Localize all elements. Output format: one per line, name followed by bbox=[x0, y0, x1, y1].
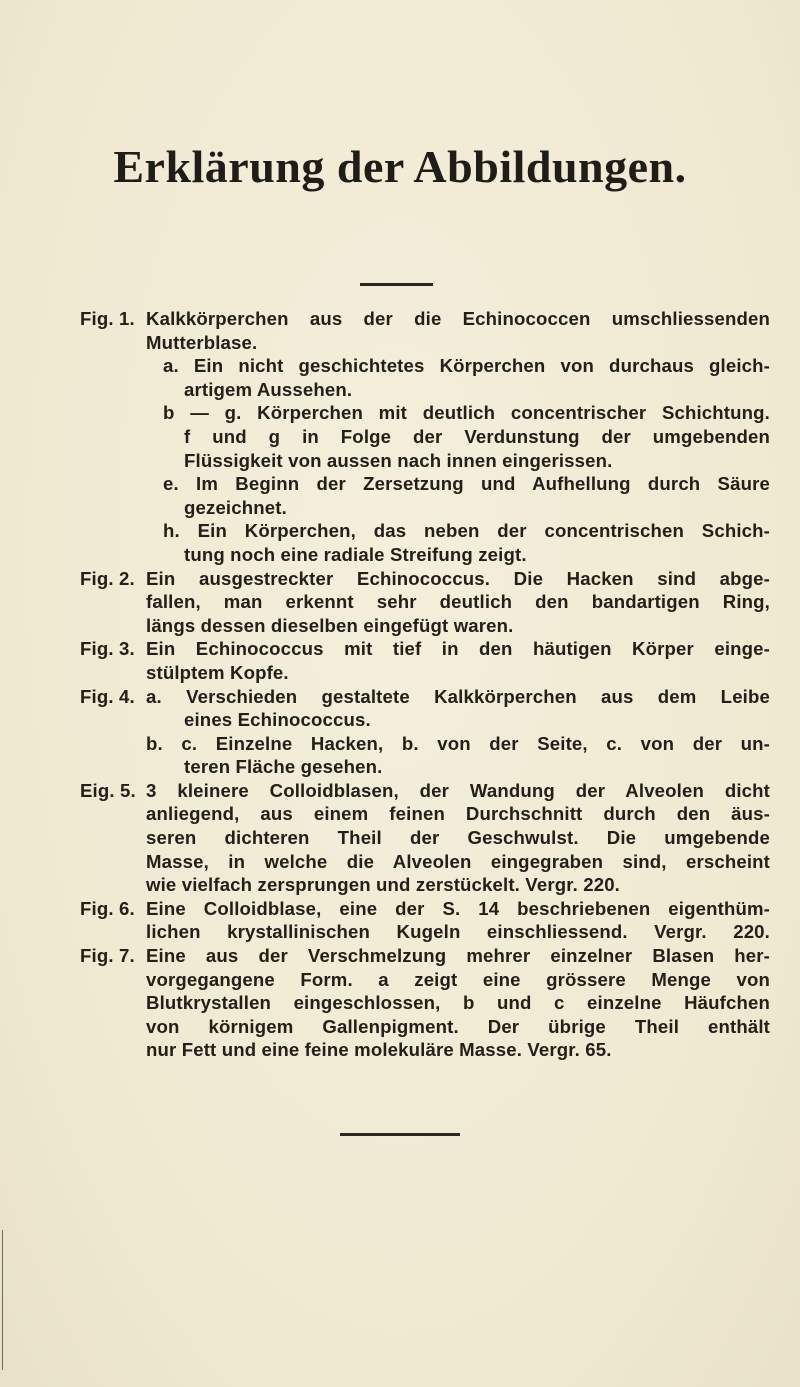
description-line: wie vielfach zersprungen und zerstückelt. Vergr. 220. bbox=[146, 874, 621, 896]
description-line: tung noch eine radiale Streifung zeigt. bbox=[184, 543, 527, 565]
figure-entry bbox=[80, 897, 770, 944]
figure-label: Fig. 6. bbox=[80, 897, 135, 919]
description-line: gezeichnet. bbox=[184, 496, 287, 518]
figure-description bbox=[146, 779, 770, 897]
figure-description bbox=[146, 567, 770, 638]
description-line: Ein ausgestreckter Echinococcus. Die Hacken sind abge- bbox=[146, 567, 770, 589]
description-line: anliegend, aus einem feinen Durchschnitt durch den äus- bbox=[146, 803, 770, 825]
figure-label: Fig. 4. bbox=[80, 685, 135, 707]
description-line: e. Im Beginn der Zersetzung und Aufhellung durch Säure bbox=[163, 473, 770, 495]
description-line: Kalkkörperchen aus der die Echinococcen umschliessenden bbox=[146, 308, 770, 329]
description-line: a. Ein nicht geschichtetes Körperchen von durchaus gleich- bbox=[163, 355, 770, 377]
description-line: f und g in Folge der Verdunstung der umgebenden bbox=[184, 425, 770, 447]
description-line: lichen krystallinischen Kugeln einschliessend. Vergr. 220. bbox=[146, 921, 770, 943]
figure-entry bbox=[80, 944, 770, 1062]
description-line: Flüssigkeit von aussen nach innen eingerissen. bbox=[184, 449, 613, 471]
figure-explanations bbox=[80, 307, 770, 1062]
figure-description bbox=[146, 944, 770, 1062]
description-line: Blutkrystallen eingeschlossen, b und c einzelne Häufchen bbox=[146, 992, 770, 1014]
description-line: längs dessen dieselben eingefügt waren. bbox=[146, 614, 514, 636]
end-divider-rule bbox=[340, 1133, 460, 1136]
description-line: 3 kleinere Colloidblasen, der Wandung der Alveolen dicht bbox=[146, 779, 770, 801]
figure-description bbox=[146, 685, 770, 779]
figure-entry bbox=[80, 685, 770, 779]
figure-description bbox=[146, 637, 770, 684]
description-line: fallen, man erkennt sehr deutlich den bandartigen Ring, bbox=[146, 591, 770, 613]
figure-entry bbox=[80, 307, 770, 567]
description-line: Masse, in welche die Alveolen eingegraben sind, erscheint bbox=[146, 850, 770, 872]
description-line: von körnigem Gallenpigment. Der übrige Theil enthält bbox=[146, 1015, 770, 1037]
description-line: eines Echinococcus. bbox=[184, 709, 371, 731]
figure-entry bbox=[80, 567, 770, 638]
page-title: Erklärung der Abbildungen. bbox=[113, 141, 687, 192]
figure-entry bbox=[80, 779, 770, 897]
figure-label: Fig. 7. bbox=[80, 945, 135, 967]
description-line: Eine Colloidblase, eine der S. 14 beschriebenen eigenthüm- bbox=[146, 897, 770, 919]
figure-label: Fig. 1. bbox=[80, 308, 135, 329]
description-line: artigem Aussehen. bbox=[184, 378, 353, 400]
figure-description bbox=[146, 897, 770, 944]
description-line: vorgegangene Form. a zeigt eine grössere Menge von bbox=[146, 968, 770, 990]
description-line: seren dichteren Theil der Geschwulst. Die umgebende bbox=[146, 827, 770, 849]
description-line: Mutterblase. bbox=[146, 331, 258, 353]
description-line: a. Verschieden gestaltete Kalkkörperchen aus dem Leibe bbox=[146, 685, 770, 707]
page-edge-mark bbox=[2, 1230, 3, 1370]
description-line: stülptem Kopfe. bbox=[146, 661, 289, 683]
title-divider-rule bbox=[360, 283, 433, 286]
figure-description bbox=[146, 307, 770, 567]
figure-entry bbox=[80, 637, 770, 684]
description-line: nur Fett und eine feine molekuläre Masse. Vergr. 65. bbox=[146, 1039, 612, 1061]
figure-label: Fig. 3. bbox=[80, 638, 135, 660]
description-line: b — g. Körperchen mit deutlich concentrischer Schichtung. bbox=[163, 402, 770, 424]
figure-label: Fig. 2. bbox=[80, 567, 135, 589]
description-line: Eine aus der Verschmelzung mehrer einzelner Blasen her- bbox=[146, 945, 770, 967]
description-line: teren Fläche gesehen. bbox=[184, 756, 383, 778]
description-line: Ein Echinococcus mit tief in den häutigen Körper einge- bbox=[146, 638, 770, 660]
description-line: h. Ein Körperchen, das neben der concentrischen Schich- bbox=[163, 520, 770, 542]
description-line: b. c. Einzelne Hacken, b. von der Seite, c. von der un- bbox=[146, 732, 770, 754]
figure-label: Eig. 5. bbox=[80, 779, 136, 801]
